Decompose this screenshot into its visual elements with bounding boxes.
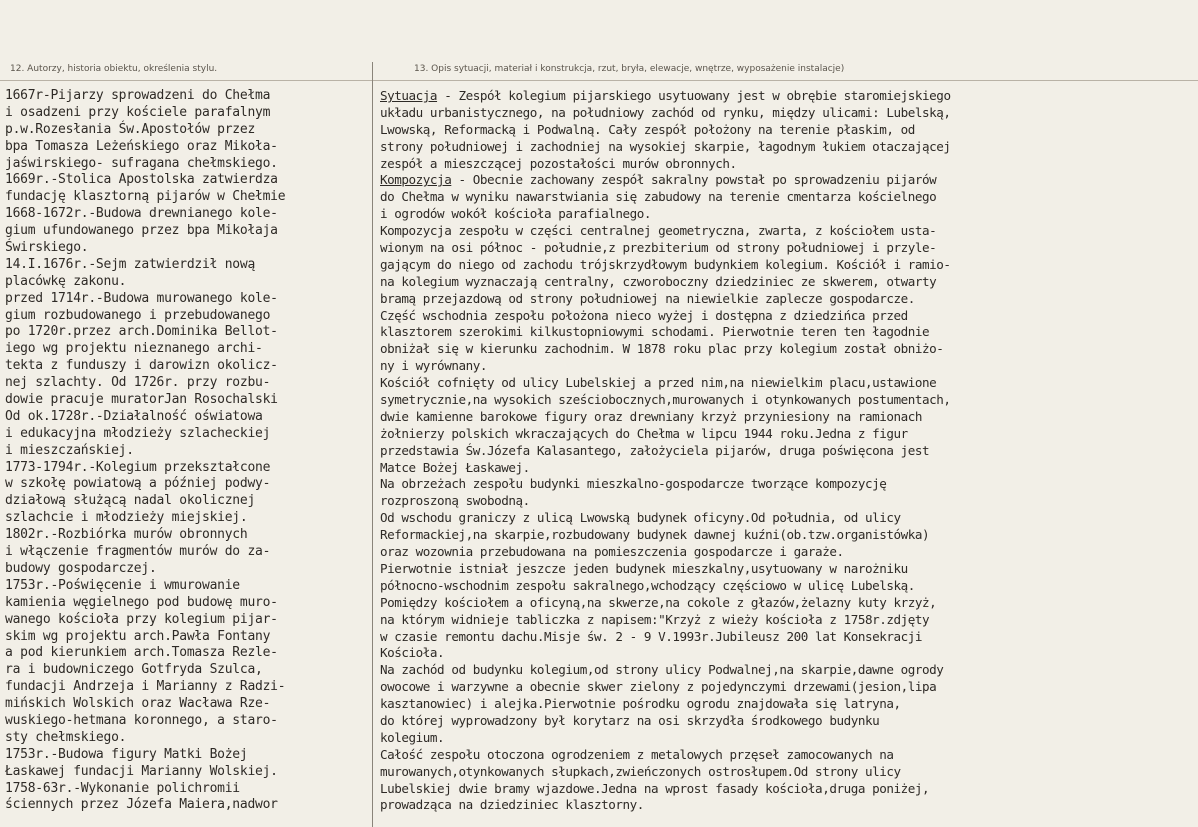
description-text: Matce Bożej Łaskawej. [380, 459, 530, 475]
description-text: Kościoła. [380, 645, 445, 661]
history-line: 1758-63r.-Wykonanie polichromii [5, 780, 240, 796]
description-line [380, 595, 1192, 612]
description-line [380, 341, 1192, 358]
history-line: 1669r.-Stolica Apostolska zatwierdza [5, 172, 278, 188]
description-text: Pomiędzy kościołem a oficyną,na skwerze,na cokole z głazów,żelazny kuty krzyż, [380, 594, 937, 610]
description-text: prowadząca na dziedziniec klasztorny. [380, 797, 644, 813]
history-line: jaświrskiego- sufragana chełmskiego. [5, 155, 278, 171]
description-text: gającym do niego od zachodu trójskrzydłowym budynkiem kolegium. Kościół i ramio- [380, 256, 951, 272]
description-line [380, 645, 1192, 662]
description-line [380, 392, 1192, 409]
description-line [380, 476, 1192, 493]
description-text: Od wschodu graniczy z ulicą Lwowską budynek oficyny.Od południa, od ulicy [380, 510, 901, 526]
description-line [380, 122, 1192, 139]
description-line [380, 426, 1192, 443]
description-line [380, 308, 1192, 325]
history-line: budowy gospodarczej. [5, 560, 157, 576]
history-line: przed 1714r.-Budowa murowanego kole- [5, 290, 278, 306]
description-text: Lwowską, Reformacką i Podwalną. Cały zespół położony na terenie płaskim, od [380, 121, 915, 137]
history-line: po 1720r.przez arch.Dominika Bellot- [5, 324, 278, 340]
history-line: ra i budowniczego Gotfryda Szulca, [5, 662, 263, 678]
description-line [380, 713, 1192, 730]
description-text: symetrycznie,na wysokich sześciobocznych,murowanych i otynkowanych postumentach, [380, 392, 951, 408]
description-text: do której wyprowadzony był korytarz na osi skrzydła środkowego budynku [380, 712, 880, 728]
history-line: nej szlachty. Od 1726r. przy rozbu- [5, 375, 271, 391]
description-text: - Zespół kolegium pijarskiego usytuowany jest w obrębie staromiejskiego [437, 88, 951, 103]
description-line [380, 358, 1192, 375]
history-line: tekta z funduszy i darowizn okolicz- [5, 358, 278, 374]
description-column [380, 88, 1192, 814]
description-text: zespół a mieszczącej pozostałości murów obronnych. [380, 155, 737, 171]
description-line [380, 612, 1192, 629]
description-line [380, 274, 1192, 291]
history-column [5, 88, 371, 814]
description-text: układu urbanistycznego, na południowy zachód od rynku, między ulicami: Lubelską, [380, 104, 951, 120]
history-line: gium rozbudowanego i przebudowanego [5, 307, 271, 323]
description-text: Na zachód od budynku kolegium,od strony ulicy Podwalnej,na skarpie,dawne ogrody [380, 662, 944, 678]
history-line: i włączenie fragmentów murów do za- [5, 544, 271, 560]
description-text: bramą przejazdową od strony południowej na niewielkie zaplecze gospodarcze. [380, 290, 915, 306]
description-text: Lubelskiej dwie bramy wjazdowe.Jedna na wprost fasady kościoła,druga poniżej, [380, 780, 930, 796]
description-text: na którym widnieje tabliczka z napisem:"Krzyż z wieży kościoła z 1758r.zdjęty [380, 611, 930, 627]
history-line: Świrskiego. [5, 240, 89, 256]
description-line [380, 781, 1192, 798]
description-text: strony południowej i zachodniej na wysokiej skarpie, łagodnym łukiem otaczającej [380, 138, 951, 154]
history-line: mińskich Wolskich oraz Wacława Rze- [5, 696, 271, 712]
description-line [380, 240, 1192, 257]
description-line [380, 764, 1192, 781]
description-text: Na obrzeżach zespołu budynki mieszkalno-gospodarcze tworzące kompozycję [380, 476, 887, 492]
left-column-header: 12. Autorzy, historia obiektu, określenia stylu. [10, 64, 218, 74]
description-line [380, 797, 1192, 814]
history-line: gium ufundowanego przez bpa Mikołaja [5, 223, 278, 239]
history-line: dowie pracuje muratorJan Rosochalski [5, 392, 278, 408]
description-line [380, 544, 1192, 561]
description-line [380, 747, 1192, 764]
description-line [380, 291, 1192, 308]
history-line: Łaskawej fundacji Marianny Wolskiej. [5, 763, 278, 779]
description-line [380, 493, 1192, 510]
history-line: 1802r.-Rozbiórka murów obronnych [5, 527, 248, 543]
history-line: 1753r.-Budowa figury Matki Bożej [5, 746, 248, 762]
history-line: i edukacyjna młodzieży szlacheckiej [5, 425, 271, 441]
description-line [380, 189, 1192, 206]
description-text: kolegium. [380, 729, 445, 745]
history-line: placówkę zakonu. [5, 273, 127, 289]
description-text: żołnierzy polskich wkraczających do Chełma w lipcu 1944 roku.Jedna z figur [380, 425, 908, 441]
description-text: rozproszoną swobodną. [380, 493, 530, 509]
description-text: ny i wyrównany. [380, 358, 487, 374]
description-text: obniżał się w kierunku zachodnim. W 1878 roku plac przy kolegium został obniżo- [380, 341, 944, 357]
description-text: północno-wschodnim zespołu sakralnego,wchodzący częściowo w ulicę Lubelską. [380, 577, 915, 593]
description-line [380, 696, 1192, 713]
history-line: w szkołę powiatową a później podwy- [5, 476, 271, 492]
description-text: Kompozycja zespołu w części centralnej geometryczna, zwarta, z kościołem usta- [380, 223, 937, 239]
history-line: wanego kościoła przy kolegium pijar- [5, 611, 278, 627]
description-line [380, 629, 1192, 646]
description-line [380, 257, 1192, 274]
description-line [380, 578, 1192, 595]
history-line: a pod kierunkiem arch.Tomasza Rezle- [5, 645, 278, 661]
section-heading: Kompozycja [380, 172, 452, 188]
description-line [380, 156, 1192, 173]
history-line: i osadzeni przy kościele parafalnym [5, 104, 271, 120]
description-line [380, 88, 1192, 105]
history-line: 14.I.1676r.-Sejm zatwierdził nową [5, 256, 256, 272]
history-line: sty chełmskiego. [5, 729, 127, 745]
description-text: klasztorem szerokimi kilkustopniowymi schodami. Pierwotnie teren ten łagodnie [380, 324, 930, 340]
description-text: - Obecnie zachowany zespół sakralny powstał po sprowadzeniu pijarów [451, 172, 937, 188]
history-line: 1667r-Pijarzy sprowadzeni do Chełma [5, 88, 271, 103]
description-line [380, 223, 1192, 240]
history-line: działową służącą nadal okolicznej [5, 493, 256, 509]
description-text: owocowe i warzywne a obecnie skwer zielony z pojedynczymi drzewami(jesion,lipa [380, 679, 937, 695]
description-line [380, 510, 1192, 527]
history-line: Od ok.1728r.-Działalność oświatowa [5, 408, 263, 424]
description-text: do Chełma w wyniku nawarstwiania się zabudowy na terenie cmentarza kościelnego [380, 189, 937, 205]
column-divider [372, 62, 373, 827]
description-line [380, 324, 1192, 341]
description-line [380, 409, 1192, 426]
description-line [380, 679, 1192, 696]
history-line: szlachcie i młodzieży miejskiej. [5, 510, 248, 526]
history-line: fundacji Andrzeja i Marianny z Radzi- [5, 679, 286, 695]
description-line [380, 460, 1192, 477]
history-line: wuskiego-hetmana koronnego, a staro- [5, 712, 278, 728]
right-column-header: 13. Opis sytuacji, materiał i konstrukcja, rzut, bryła, elewacje, wnętrze, wyposażenie instalacje) [414, 64, 845, 74]
description-text: dwie kamienne barokowe figury oraz drewniany krzyż przyniesiony na ramionach [380, 408, 923, 424]
description-text: Kościół cofnięty od ulicy Lubelskiej a przed nim,na niewielkim placu,ustawione [380, 375, 937, 391]
history-line: ściennych przez Józefa Maiera,nadwor [5, 797, 278, 813]
history-line: iego wg projektu nieznanego archi- [5, 341, 263, 357]
history-line: p.w.Rozesłania Św.Apostołów przez [5, 121, 256, 137]
description-text: oraz wozownia przebudowana na pomieszczenia gospodarcze i garaże. [380, 544, 844, 560]
description-line [380, 105, 1192, 122]
history-line: kamienia węgielnego pod budowę muro- [5, 594, 278, 610]
history-line: 1753r.-Poświęcenie i wmurowanie [5, 577, 240, 593]
description-line [380, 139, 1192, 156]
history-line: fundację klasztorną pijarów w Chełmie [5, 189, 286, 205]
description-text: wionym na osi północ - południe,z prezbiterium od strony południowej i przyle- [380, 240, 937, 256]
description-text: Reformackiej,na skarpie,rozbudowany budynek dawnej kuźni(ob.tzw.organistówka) [380, 527, 930, 543]
history-line: bpa Tomasza Leżeńskiego oraz Mikoła- [5, 138, 278, 154]
description-line [380, 730, 1192, 747]
description-text: i ogrodów wokół kościoła parafialnego. [380, 206, 652, 222]
section-heading: Sytuacja [380, 88, 438, 103]
description-line [380, 375, 1192, 392]
description-text: murowanych,otynkowanych słupkach,zwieńczonych ostrosłupem.Od strony ulicy [380, 763, 901, 779]
description-text: kasztanowiec) i alejka.Pierwotnie pośrodku ogrodu znajdowała się latryna, [380, 696, 901, 712]
history-line: 1668-1672r.-Budowa drewnianego kole- [5, 206, 278, 222]
description-text: na kolegium wyznaczają centralny, czworoboczny dziedziniec ze skwerem, otwarty [380, 273, 937, 289]
description-line [380, 527, 1192, 544]
description-text: przedstawia Św.Józefa Kalasantego, założyciela pijarów, druga poświęcona jest [380, 442, 930, 458]
description-text: Całość zespołu otoczona ogrodzeniem z metalowych przęseł zamocowanych na [380, 746, 894, 762]
description-line [380, 561, 1192, 578]
description-line [380, 662, 1192, 679]
description-line [380, 172, 1192, 189]
history-line: i mieszczańskiej. [5, 442, 134, 458]
description-text: w czasie remontu dachu.Misje św. 2 - 9 V.1993r.Jubileusz 200 lat Konsekracji [380, 628, 923, 644]
description-text: Część wschodnia zespołu położona nieco wyżej i dostępna z dziedzińca przed [380, 307, 908, 323]
history-line: 1773-1794r.-Kolegium przekształcone [5, 459, 271, 475]
description-text: Pierwotnie istniał jeszcze jeden budynek mieszkalny,usytuowany w narożniku [380, 560, 908, 576]
history-line: skim wg projektu arch.Pawła Fontany [5, 628, 271, 644]
description-line [380, 206, 1192, 223]
description-line [380, 443, 1192, 460]
header-divider [0, 80, 1198, 81]
